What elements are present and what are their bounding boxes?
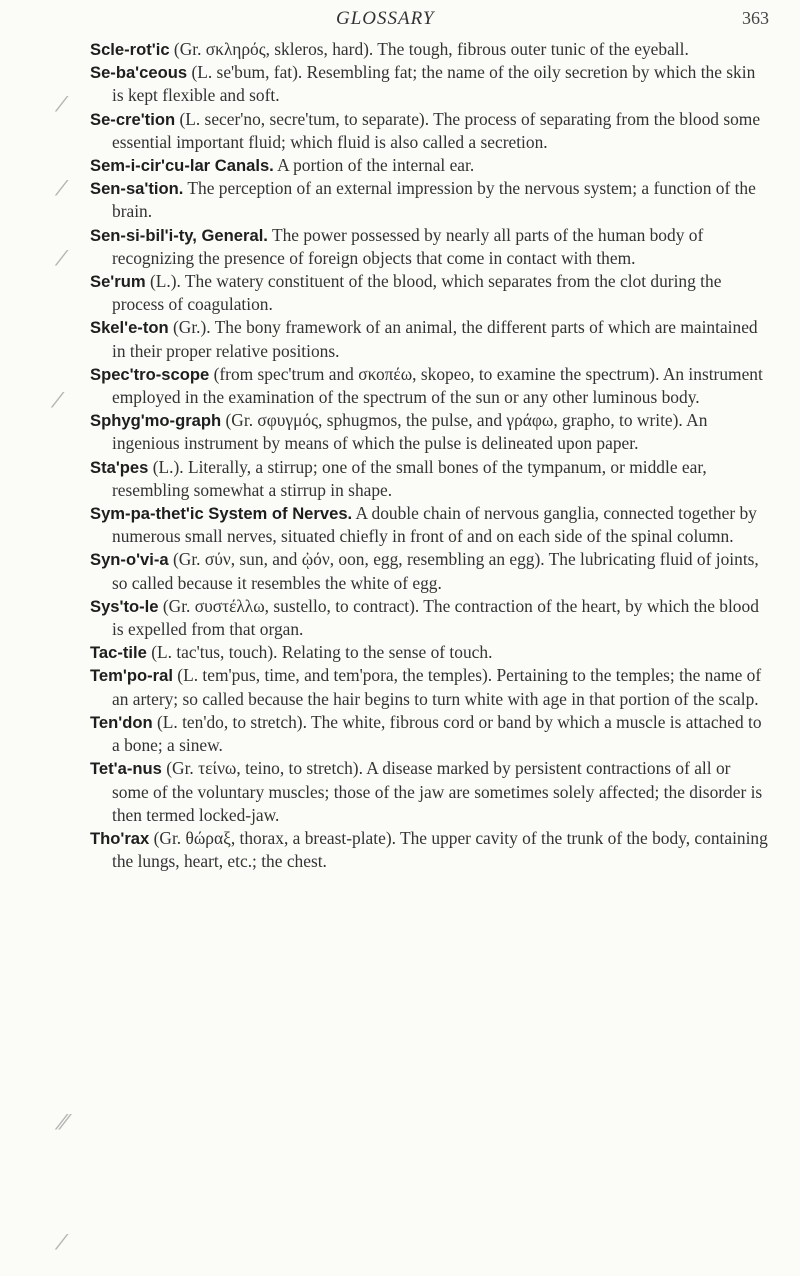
- glossary-entry: [90, 711, 770, 757]
- entry-definition: (Gr. σφυγμός, sphugmos, the pulse, and γράφω, grapho, to write). An ingenious instrument by means of which the pulse is delineated upon paper.: [112, 410, 708, 454]
- entry-definition: (L. tem'pus, time, and tem'pora, the temples). Pertaining to the temples; the name of an artery; so called because the hair begins to turn white with age in that portion of the scalp.: [112, 665, 762, 709]
- entry-term: Tho'rax: [90, 828, 150, 848]
- glossary-entry: [90, 664, 770, 710]
- glossary-entry: [90, 827, 770, 873]
- entry-definition: (Gr. θώραξ, thorax, a breast-plate). The upper cavity of the trunk of the body, containing the lungs, heart, etc.; the chest.: [112, 827, 768, 872]
- entry-definition: A double chain of nervous ganglia, connected together by numerous small nerves, situated chiefly in front of and on each side of the spinal column.: [112, 503, 757, 547]
- glossary-entry: [90, 502, 770, 548]
- glossary-entry: [90, 270, 770, 316]
- entry-term: Tac-tile: [90, 643, 147, 663]
- entry-definition: (L. tac'tus, touch). Relating to the sense of touch.: [146, 642, 493, 663]
- entry-definition: (Gr.). The bony framework of an animal, the different parts of which are maintained in their proper relative positions.: [112, 317, 758, 361]
- margin-pencil-mark: ⁄⁄: [60, 1110, 67, 1134]
- margin-pencil-mark: ⁄: [56, 388, 60, 412]
- entry-term: Se'rum: [90, 272, 146, 292]
- entry-definition: (Gr. σύν, sun, and ᾠόν, oon, egg, resembling an egg). The lubricating fluid of joints, so called because it resembles the white of egg.: [112, 549, 759, 593]
- entry-definition: (L. ten'do, to stretch). The white, fibrous cord or band by which a muscle is attached to a bone; a sinew.: [112, 711, 762, 756]
- entry-definition: (L. secer'no, secre'tum, to separate). The process of separating from the blood some essential important fluid; which fluid is also called a secretion.: [112, 108, 761, 152]
- entry-term: Sys'to-le: [90, 596, 159, 616]
- entry-term: Tem'po-ral: [90, 666, 173, 686]
- entry-term: Spec'tro-scope: [90, 364, 210, 384]
- entry-definition: (L.). Literally, a stirrup; one of the small bones of the tympanum, or middle ear, resembling somewhat a stirrup in shape.: [112, 456, 707, 500]
- glossary-entry: [90, 363, 770, 409]
- entry-definition: A portion of the internal ear.: [273, 155, 475, 176]
- glossary-entry: [90, 595, 770, 641]
- glossary-entry: [90, 177, 770, 223]
- glossary-entry: [90, 548, 770, 594]
- entry-term: Sphyg'mo-graph: [90, 411, 222, 431]
- glossary-entries: [90, 38, 770, 873]
- entry-definition: The perception of an external impression by the nervous system; a function of the brain.: [112, 178, 756, 222]
- glossary-entry: [90, 38, 770, 61]
- entry-definition: (from spec'trum and σκοπέω, skopeo, to examine the spectrum). An instrument employed in the examination of the spectrum of the sun or any other luminous body.: [112, 363, 763, 408]
- margin-pencil-mark: ⁄: [60, 92, 64, 116]
- entry-term: Sem-i-cir'cu-lar Canals.: [90, 156, 274, 176]
- entry-term: Tet'a-nus: [90, 759, 162, 779]
- margin-pencil-mark: ⁄: [60, 246, 64, 270]
- glossary-entry: [90, 641, 770, 664]
- entry-definition: (Gr. τείνω, teino, to stretch). A disease marked by persistent contractions of all or some of the voluntary muscles; those of the jaw are sometimes solely affected; the disorder is then termed locked-jaw.: [112, 758, 763, 825]
- entry-definition: The power possessed by nearly all parts of the human body of recognizing the presence of foreign objects that come in contact with them.: [112, 224, 704, 268]
- entry-definition: (Gr. σκληρός, skleros, hard). The tough, fibrous outer tunic of the eyeball.: [169, 39, 689, 59]
- entry-term: Sen-sa'tion.: [90, 179, 184, 199]
- entry-term: Scle-rot'ic: [90, 40, 170, 59]
- glossary-entry: [90, 757, 770, 827]
- page-header: [0, 6, 800, 32]
- entry-term: Sta'pes: [90, 457, 149, 477]
- entry-definition: (Gr. συστέλλω, sustello, to contract). The contraction of the heart, by which the blood is expelled from that organ.: [112, 595, 759, 640]
- entry-term: Syn-o'vi-a: [90, 550, 169, 570]
- entry-definition: (L. se'bum, fat). Resembling fat; the name of the oily secretion by which the skin is kept flexible and soft.: [112, 62, 756, 106]
- glossary-entry: [90, 224, 770, 270]
- entry-term: Sen-si-bil'i-ty, General.: [90, 225, 268, 245]
- glossary-entry: [90, 108, 770, 154]
- glossary-entry: [90, 409, 770, 455]
- entry-term: Sym-pa-thet'ic System of Nerves.: [90, 504, 353, 524]
- glossary-entry: [90, 154, 770, 177]
- entry-term: Skel'e-ton: [90, 318, 169, 338]
- entry-term: Se-ba'ceous: [90, 63, 188, 83]
- glossary-entry: [90, 456, 770, 502]
- running-head: GLOSSARY: [336, 8, 435, 29]
- page-number: 363: [742, 8, 769, 28]
- glossary-entry: [90, 316, 770, 362]
- glossary-entry: [90, 61, 770, 107]
- entry-term: Se-cre'tion: [90, 109, 176, 129]
- entry-term: Ten'don: [90, 712, 153, 732]
- margin-pencil-mark: ⁄: [60, 1230, 64, 1254]
- margin-pencil-mark: ⁄: [60, 176, 64, 200]
- entry-definition: (L.). The watery constituent of the blood, which separates from the clot during the process of coagulation.: [112, 271, 722, 315]
